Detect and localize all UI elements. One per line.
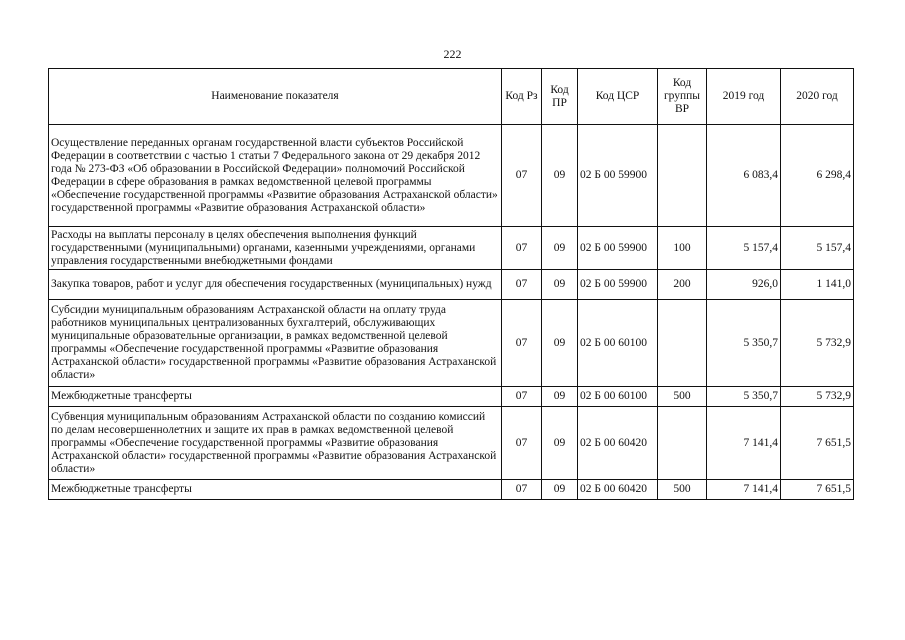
table-row	[49, 387, 854, 407]
row-rz: 07	[502, 227, 542, 270]
row-pr: 09	[542, 387, 578, 407]
row-2020: 5 732,9	[781, 387, 854, 407]
row-vr: 100	[658, 227, 707, 270]
table-header-row	[49, 69, 854, 125]
row-pr: 09	[542, 480, 578, 500]
row-csr: 02 Б 00 60420	[578, 407, 658, 480]
row-csr: 02 Б 00 60100	[578, 300, 658, 387]
row-vr: 500	[658, 480, 707, 500]
row-2019: 6 083,4	[707, 125, 781, 227]
table-row	[49, 300, 854, 387]
row-2020: 5 157,4	[781, 227, 854, 270]
row-csr: 02 Б 00 59900	[578, 125, 658, 227]
table-row	[49, 480, 854, 500]
header-2020: 2020 год	[781, 69, 854, 125]
budget-table	[48, 68, 854, 500]
row-vr	[658, 300, 707, 387]
row-name: Осуществление переданных органам государственной власти субъектов Российской Федерации в соответствии с частью 1 статьи 7 Федерального закона от 29 декабря 2012 года № 273-ФЗ «Об образовании в Российской Федерации» полномочий Российской Федерации в сфере образования в рамках ведомственной целевой программы «Обеспечение государственной программы «Развитие образования Астраханской области» государственной программы «Развитие образования Астраханской области»	[49, 125, 502, 227]
row-2019: 5 157,4	[707, 227, 781, 270]
row-name: Межбюджетные трансферты	[49, 480, 502, 500]
row-pr: 09	[542, 227, 578, 270]
header-csr: Код ЦСР	[578, 69, 658, 125]
row-vr	[658, 407, 707, 480]
table-row	[49, 407, 854, 480]
row-rz: 07	[502, 407, 542, 480]
row-rz: 07	[502, 300, 542, 387]
header-rz: Код Рз	[502, 69, 542, 125]
table-row	[49, 125, 854, 227]
row-pr: 09	[542, 270, 578, 300]
row-rz: 07	[502, 125, 542, 227]
row-csr: 02 Б 00 60420	[578, 480, 658, 500]
row-2020: 1 141,0	[781, 270, 854, 300]
row-2020: 6 298,4	[781, 125, 854, 227]
header-name: Наименование показателя	[49, 69, 502, 125]
header-2019: 2019 год	[707, 69, 781, 125]
row-vr: 200	[658, 270, 707, 300]
row-2019: 5 350,7	[707, 300, 781, 387]
row-name: Субвенция муниципальным образованиям Астраханской области по созданию комиссий по делам несовершеннолетних и защите их прав в рамках ведомственной целевой программы «Обеспечение государственной программы «Развитие образования Астраханской области» государственной программы «Развитие образования Астраханской области»	[49, 407, 502, 480]
row-csr: 02 Б 00 59900	[578, 227, 658, 270]
row-2020: 5 732,9	[781, 300, 854, 387]
row-rz: 07	[502, 270, 542, 300]
row-pr: 09	[542, 125, 578, 227]
row-name: Расходы на выплаты персоналу в целях обеспечения выполнения функций государственными (муниципальными) органами, казенными учреждениями, органами управления государственными внебюджетными фондами	[49, 227, 502, 270]
row-pr: 09	[542, 407, 578, 480]
header-vr: Код группы ВР	[658, 69, 707, 125]
row-name: Межбюджетные трансферты	[49, 387, 502, 407]
row-2020: 7 651,5	[781, 480, 854, 500]
table-row	[49, 270, 854, 300]
page-number: 222	[443, 47, 462, 61]
row-vr: 500	[658, 387, 707, 407]
header-pr: Код ПР	[542, 69, 578, 125]
row-name: Закупка товаров, работ и услуг для обеспечения государственных (муниципальных) нужд	[49, 270, 502, 300]
row-csr: 02 Б 00 60100	[578, 387, 658, 407]
row-2019: 7 141,4	[707, 480, 781, 500]
row-rz: 07	[502, 387, 542, 407]
row-2020: 7 651,5	[781, 407, 854, 480]
row-2019: 5 350,7	[707, 387, 781, 407]
row-2019: 7 141,4	[707, 407, 781, 480]
row-vr	[658, 125, 707, 227]
table-row	[49, 227, 854, 270]
row-csr: 02 Б 00 59900	[578, 270, 658, 300]
row-2019: 926,0	[707, 270, 781, 300]
row-pr: 09	[542, 300, 578, 387]
row-name: Субсидии муниципальным образованиям Астраханской области на оплату труда работников муниципальных централизованных бухгалтерий, обслуживающих муниципальные образовательные организации, в рамках ведомственной целевой программы «Обеспечение государственной программы «Развитие образования Астраханской области» государственной программы «Развитие образования Астраханской области»	[49, 300, 502, 387]
row-rz: 07	[502, 480, 542, 500]
